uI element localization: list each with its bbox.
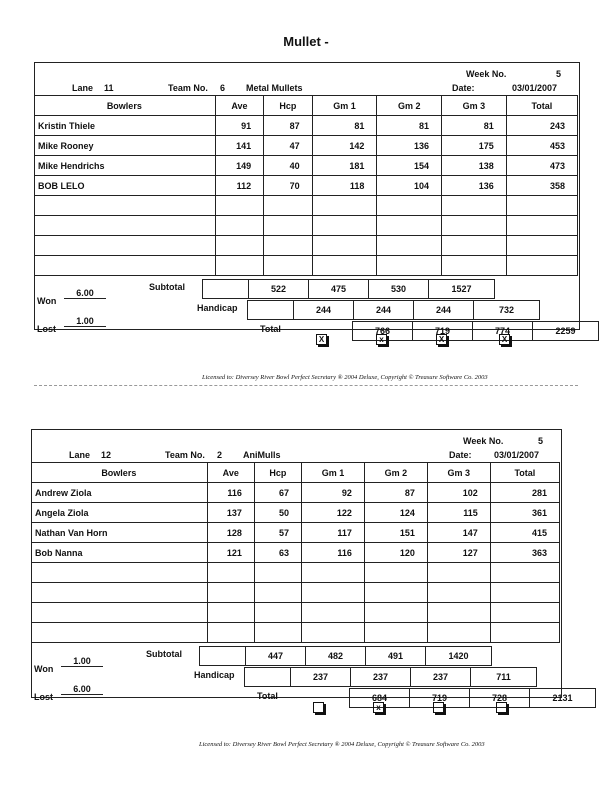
bowler-total: 281 (490, 483, 559, 503)
empty-cell (377, 236, 442, 256)
empty-cell (490, 623, 559, 643)
team-name: Metal Mullets (246, 83, 303, 93)
totals-value: 766 (353, 322, 413, 341)
totals-label: Total (257, 691, 278, 701)
empty-cell (254, 603, 301, 623)
bowler-g3: 136 (442, 176, 507, 196)
table-row (31, 483, 560, 503)
bowler-ave: 121 (207, 543, 254, 563)
subtotal-label: Subtotal (149, 282, 185, 292)
bowler-name: Kristin Thiele (34, 116, 215, 136)
empty-cell (254, 623, 301, 643)
lost-label: Lost (34, 692, 53, 702)
lane-value: 12 (101, 450, 112, 460)
empty-cell (34, 216, 215, 236)
empty-cell (264, 236, 313, 256)
bowler-g3: 102 (427, 483, 490, 503)
lost-label: Lost (37, 324, 56, 334)
bowler-g2: 81 (377, 116, 442, 136)
bowler-g2: 120 (364, 543, 427, 563)
game-checkbox[interactable]: X (316, 334, 327, 345)
bowler-name: Bob Nanna (31, 543, 207, 563)
totals-value: 719 (410, 689, 470, 708)
empty-cell (506, 216, 577, 236)
table-row (34, 256, 578, 276)
bowler-g1: 116 (302, 543, 365, 563)
bowler-total: 361 (490, 503, 559, 523)
team-name: AniMulls (243, 450, 281, 460)
empty-cell (442, 196, 507, 216)
table-row (31, 563, 560, 583)
lane-value: 11 (104, 83, 114, 93)
table-row (34, 216, 578, 236)
lost-value: 6.00 (61, 684, 103, 695)
lane-label: Lane (72, 83, 94, 93)
empty-cell (254, 583, 301, 603)
empty-cell (506, 196, 577, 216)
empty-cell (245, 668, 291, 687)
bowler-g1: 81 (312, 116, 377, 136)
won-label: Won (37, 296, 57, 306)
bowler-name: Angela Ziola (31, 503, 207, 523)
bowler-g3: 81 (442, 116, 507, 136)
table-row (31, 583, 560, 603)
bowler-ave: 116 (207, 483, 254, 503)
empty-cell (207, 623, 254, 643)
bowler-g1: 181 (312, 156, 377, 176)
handicap-value: 244 (294, 301, 354, 320)
date-label: Date: (452, 83, 475, 93)
bowler-g2: 104 (377, 176, 442, 196)
empty-cell (364, 623, 427, 643)
lane-label: Lane (69, 450, 91, 460)
empty-cell (34, 256, 215, 276)
empty-cell (364, 563, 427, 583)
game-checkbox[interactable]: X (499, 334, 510, 345)
empty-cell (34, 236, 215, 256)
bowler-table (31, 462, 560, 643)
game-checkbox[interactable]: X (436, 334, 447, 345)
totals-value: 728 (470, 689, 530, 708)
subtotal-label: Subtotal (146, 649, 182, 659)
handicap-value: 711 (471, 668, 537, 687)
page-divider (34, 385, 578, 386)
empty-cell (200, 647, 246, 666)
handicap-value: 237 (351, 668, 411, 687)
totals-row (352, 321, 599, 341)
empty-cell (207, 583, 254, 603)
won-value: 1.00 (61, 656, 103, 667)
handicap-value: 237 (411, 668, 471, 687)
column-header-gm3: Gm 3 (427, 463, 490, 483)
empty-cell (248, 301, 294, 320)
bowler-total: 453 (506, 136, 577, 156)
handicap-value: 237 (291, 668, 351, 687)
empty-cell (312, 236, 377, 256)
empty-cell (207, 563, 254, 583)
column-header-total: Total (506, 96, 577, 116)
bowler-hcp: 47 (264, 136, 313, 156)
totals-value: 684 (350, 689, 410, 708)
column-header-gm2: Gm 2 (364, 463, 427, 483)
column-header-ave: Ave (207, 463, 254, 483)
column-header-ave: Ave (215, 96, 264, 116)
game-checkbox[interactable] (496, 702, 507, 713)
empty-cell (377, 256, 442, 276)
empty-cell (31, 563, 207, 583)
bowler-g3: 175 (442, 136, 507, 156)
bowler-g1: 122 (302, 503, 365, 523)
week-label: Week No. (463, 436, 504, 446)
bowler-g3: 147 (427, 523, 490, 543)
bowler-hcp: 87 (264, 116, 313, 136)
bowler-g2: 136 (377, 136, 442, 156)
empty-cell (364, 603, 427, 623)
empty-cell (442, 236, 507, 256)
totals-value: 774 (473, 322, 533, 341)
empty-cell (442, 216, 507, 236)
handicap-label: Handicap (194, 670, 235, 680)
subtotal-row (202, 279, 495, 299)
game-checkbox[interactable] (433, 702, 444, 713)
subtotal-row (199, 646, 492, 666)
bowler-total: 358 (506, 176, 577, 196)
empty-cell (302, 623, 365, 643)
bowler-g2: 87 (364, 483, 427, 503)
table-header-row (31, 463, 560, 483)
bowler-g2: 151 (364, 523, 427, 543)
subtotal-value: 1527 (429, 280, 495, 299)
game-checkbox[interactable]: x (376, 334, 387, 345)
subtotal-value: 447 (246, 647, 306, 666)
bowler-total: 415 (490, 523, 559, 543)
handicap-row (247, 300, 540, 320)
table-row (34, 136, 578, 156)
lost-value: 1.00 (64, 316, 106, 327)
bowler-ave: 128 (207, 523, 254, 543)
column-header-hcp: Hcp (254, 463, 301, 483)
table-row (34, 196, 578, 216)
bowler-name: Andrew Ziola (31, 483, 207, 503)
empty-cell (490, 603, 559, 623)
bowler-ave: 141 (215, 136, 264, 156)
bowler-name: Mike Rooney (34, 136, 215, 156)
subtotal-value: 522 (249, 280, 309, 299)
bowler-hcp: 57 (254, 523, 301, 543)
won-value: 6.00 (64, 288, 106, 299)
bowler-name: BOB LELO (34, 176, 215, 196)
empty-cell (34, 196, 215, 216)
empty-cell (254, 563, 301, 583)
totals-value: 2131 (530, 689, 596, 708)
empty-cell (207, 603, 254, 623)
bowler-g3: 127 (427, 543, 490, 563)
bowler-g1: 117 (302, 523, 365, 543)
bowler-hcp: 63 (254, 543, 301, 563)
team-no-value: 2 (217, 450, 223, 460)
bowler-hcp: 50 (254, 503, 301, 523)
table-row (31, 523, 560, 543)
subtotal-value: 1420 (426, 647, 492, 666)
subtotal-value: 482 (306, 647, 366, 666)
totals-value: 2259 (533, 322, 599, 341)
bowler-ave: 149 (215, 156, 264, 176)
empty-cell (264, 256, 313, 276)
table-header-row (34, 96, 578, 116)
column-header-gm1: Gm 1 (302, 463, 365, 483)
bowler-name: Nathan Van Horn (31, 523, 207, 543)
column-header-gm1: Gm 1 (312, 96, 377, 116)
game-checkbox[interactable]: x (373, 702, 384, 713)
empty-cell (490, 563, 559, 583)
empty-cell (302, 603, 365, 623)
empty-cell (31, 623, 207, 643)
bowler-g1: 142 (312, 136, 377, 156)
table-row (31, 623, 560, 643)
totals-value: 719 (413, 322, 473, 341)
game-checkbox[interactable] (313, 702, 324, 713)
empty-cell (215, 196, 264, 216)
empty-cell (506, 256, 577, 276)
week-value: 5 (538, 436, 544, 446)
column-header-hcp: Hcp (264, 96, 313, 116)
empty-cell (31, 603, 207, 623)
empty-cell (312, 196, 377, 216)
empty-cell (427, 583, 490, 603)
won-label: Won (34, 664, 54, 674)
bowler-g2: 154 (377, 156, 442, 176)
empty-cell (377, 196, 442, 216)
table-row (31, 543, 560, 563)
date-value: 03/01/2007 (494, 450, 540, 460)
handicap-label: Handicap (197, 303, 238, 313)
week-label: Week No. (466, 69, 507, 79)
empty-cell (215, 256, 264, 276)
table-row (34, 176, 578, 196)
page-title: Mullet - (283, 34, 329, 49)
bowler-g1: 118 (312, 176, 377, 196)
week-value: 5 (556, 69, 562, 79)
empty-cell (215, 236, 264, 256)
table-row (31, 603, 560, 623)
bowler-hcp: 40 (264, 156, 313, 176)
subtotal-value: 475 (309, 280, 369, 299)
totals-label: Total (260, 324, 281, 334)
empty-cell (427, 563, 490, 583)
empty-cell (490, 583, 559, 603)
bowler-name: Mike Hendrichs (34, 156, 215, 176)
team-no-value: 6 (220, 83, 226, 93)
bowler-g3: 115 (427, 503, 490, 523)
table-row (34, 236, 578, 256)
column-header-bowlers: Bowlers (31, 463, 207, 483)
column-header-gm3: Gm 3 (442, 96, 507, 116)
empty-cell (312, 256, 377, 276)
bowler-g2: 124 (364, 503, 427, 523)
empty-cell (442, 256, 507, 276)
column-header-total: Total (490, 463, 559, 483)
handicap-row (244, 667, 537, 687)
empty-cell (427, 603, 490, 623)
table-row (34, 116, 578, 136)
column-header-bowlers: Bowlers (34, 96, 215, 116)
team-no-label: Team No. (165, 450, 205, 460)
bowler-g1: 92 (302, 483, 365, 503)
empty-cell (31, 583, 207, 603)
handicap-value: 244 (414, 301, 474, 320)
date-value: 03/01/2007 (512, 83, 558, 93)
handicap-value: 244 (354, 301, 414, 320)
empty-cell (364, 583, 427, 603)
table-row (31, 503, 560, 523)
bowler-hcp: 67 (254, 483, 301, 503)
handicap-value: 732 (474, 301, 540, 320)
empty-cell (215, 216, 264, 236)
bowler-total: 363 (490, 543, 559, 563)
subtotal-value: 491 (366, 647, 426, 666)
license-footer: Licensed to: Diversey River Bowl Perfect Secretary ® 2004 Deluxe, Copyright © Treasure Software Co. 2003 (202, 374, 488, 381)
subtotal-value: 530 (369, 280, 429, 299)
bowler-hcp: 70 (264, 176, 313, 196)
empty-cell (302, 563, 365, 583)
bowler-g3: 138 (442, 156, 507, 176)
table-row (34, 156, 578, 176)
bowler-total: 473 (506, 156, 577, 176)
empty-cell (506, 236, 577, 256)
bowler-table (34, 95, 578, 276)
license-footer: Licensed to: Diversey River Bowl Perfect Secretary ® 2004 Deluxe, Copyright © Treasure Software Co. 2003 (199, 741, 485, 748)
bowler-ave: 112 (215, 176, 264, 196)
empty-cell (377, 216, 442, 236)
empty-cell (203, 280, 249, 299)
bowler-total: 243 (506, 116, 577, 136)
bowler-ave: 137 (207, 503, 254, 523)
totals-row (349, 688, 596, 708)
empty-cell (427, 623, 490, 643)
date-label: Date: (449, 450, 472, 460)
empty-cell (312, 216, 377, 236)
column-header-gm2: Gm 2 (377, 96, 442, 116)
empty-cell (302, 583, 365, 603)
empty-cell (264, 216, 313, 236)
empty-cell (264, 196, 313, 216)
team-no-label: Team No. (168, 83, 208, 93)
bowler-ave: 91 (215, 116, 264, 136)
